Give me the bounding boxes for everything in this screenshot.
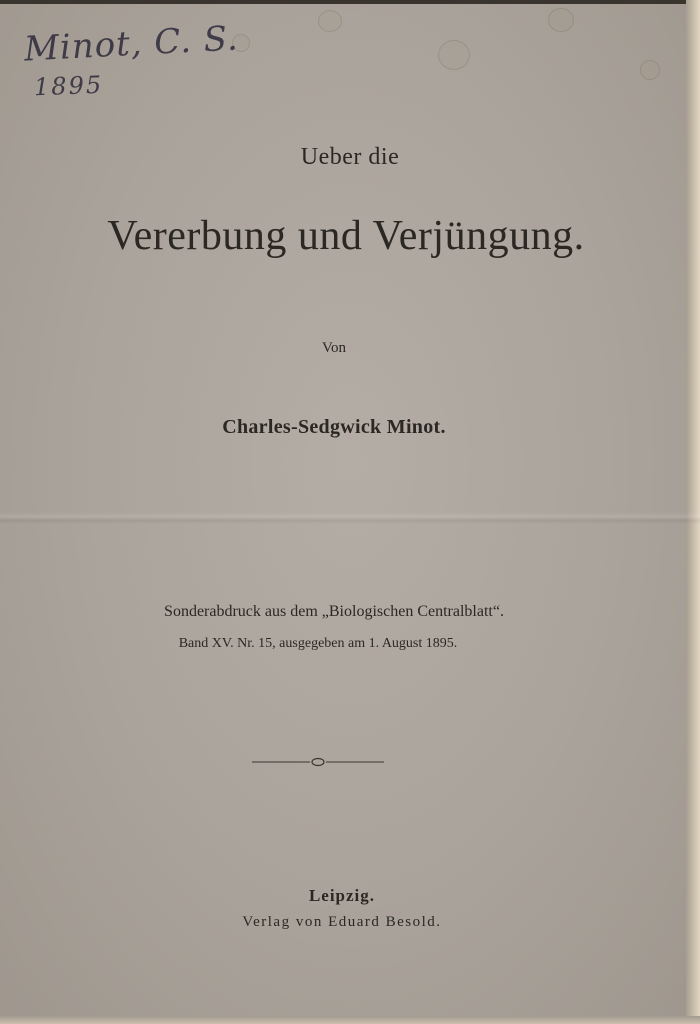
handwritten-year: 1895 <box>33 70 104 102</box>
pretitle: Ueber die <box>300 144 400 170</box>
water-stain <box>548 8 574 32</box>
water-stain <box>438 40 470 70</box>
fold-crease <box>0 512 700 524</box>
issue-line: Band XV. Nr. 15, ausgegeben am 1. August 1895. <box>178 636 458 651</box>
source-line: Sonderabdruck aus dem „Biologischen Centralblatt“. <box>164 603 504 620</box>
publisher: Verlag von Eduard Besold. <box>242 914 442 930</box>
water-stain <box>318 10 342 32</box>
paper-bottom-edge <box>0 1016 700 1024</box>
author-name: Charles-Sedgwick Minot. <box>222 416 446 438</box>
handwritten-name: Minot, C. S. <box>23 18 240 70</box>
divider-ornament <box>252 756 384 768</box>
publication-city: Leipzig. <box>308 886 376 905</box>
by-label: Von <box>322 340 346 356</box>
page-title: Vererbung und Verjüngung. <box>107 213 585 259</box>
water-stain <box>640 60 660 80</box>
top-edge <box>0 0 700 4</box>
